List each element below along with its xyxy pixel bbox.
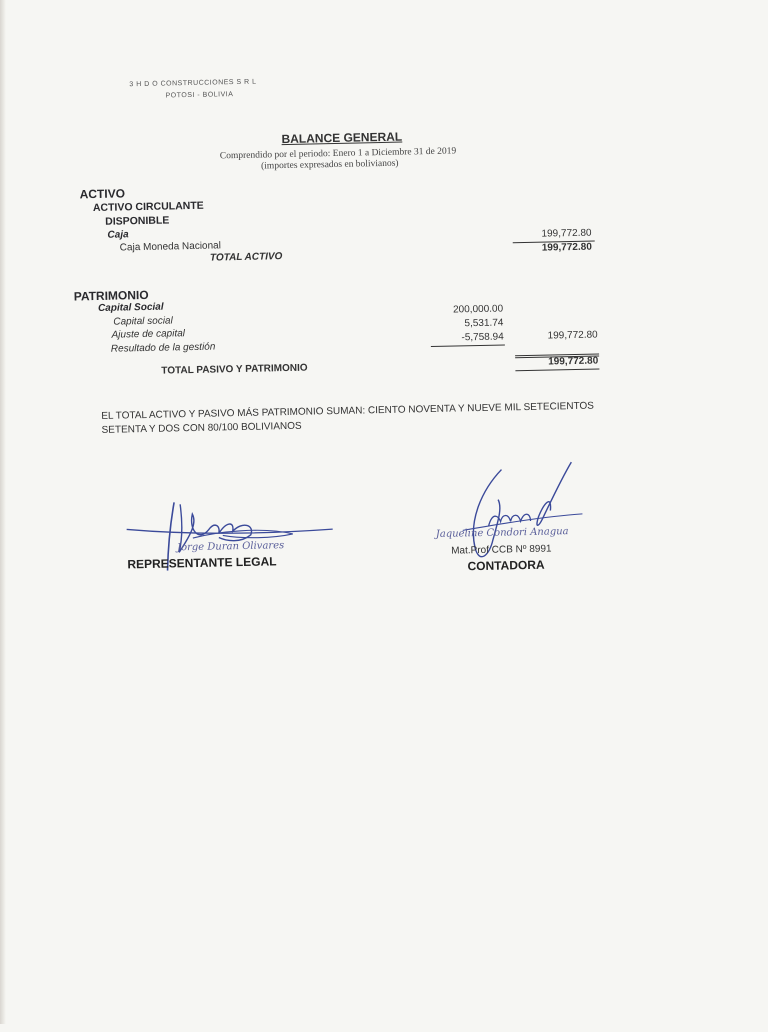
activo-heading: ACTIVO — [79, 186, 126, 202]
patrimonio-subtotal-value: 199,772.80 — [547, 329, 598, 342]
capital-social-group: Capital Social — [97, 301, 164, 314]
caja-moneda-nacional-label: Caja Moneda Nacional — [119, 240, 222, 254]
legal-representative-role: REPRESENTANTE LEGAL — [127, 554, 277, 572]
patrimonio-heading: PATRIMONIO — [73, 287, 149, 304]
caja-account: Caja — [107, 229, 129, 241]
total-pasivo-patrimonio-label: TOTAL PASIVO Y PATRIMONIO — [161, 362, 308, 377]
total-activo-value: 199,772.80 — [541, 241, 592, 254]
accountant-credential: Mat.Prof CCB Nº 8991 — [451, 543, 552, 557]
disponible-heading: DISPONIBLE — [105, 214, 170, 228]
resultado-gestion-value: -5,758.94 — [461, 331, 504, 344]
total-pasivo-bottom-rule — [515, 368, 599, 371]
document-title: BALANCE GENERAL — [281, 129, 403, 147]
ajuste-capital-label: Ajuste de capital — [111, 328, 186, 341]
summary-line-2: SETENTA Y DOS CON 80/100 BOLIVIANOS — [101, 420, 302, 436]
currency-note: (importes expresados en bolivianos) — [260, 158, 399, 172]
ajuste-capital-value: 5,531.74 — [464, 317, 504, 330]
activo-circulante-heading: ACTIVO CIRCULANTE — [92, 199, 204, 215]
summary-line-1: EL TOTAL ACTIVO Y PASIVO MÁS PATRIMONIO SUMAN: CIENTO NOVENTA Y NUEVE MIL SETECIENTOS — [101, 400, 595, 422]
total-activo-label: TOTAL ACTIVO — [209, 251, 283, 264]
total-pasivo-patrimonio-value: 199,772.80 — [548, 355, 599, 368]
capital-social-label: Capital social — [113, 315, 173, 328]
accountant-name: Jaqueline Condori Anagua — [435, 526, 569, 540]
resultado-gestion-label: Resultado de la gestión — [110, 341, 216, 355]
resultado-underline — [431, 344, 505, 347]
capital-social-value: 200,000.00 — [452, 303, 504, 316]
company-name: 3 H D O CONSTRUCCIONES S R L — [129, 78, 257, 89]
company-location: POTOSI - BOLIVIA — [165, 91, 234, 100]
accountant-role: CONTADORA — [467, 557, 545, 574]
legal-representative-name: Jorge Duran Olivares — [176, 540, 285, 554]
caja-moneda-nacional-value: 199,772.80 — [541, 227, 592, 240]
period-text: Comprendido por el periodo: Enero 1 a Diciembre 31 de 2019 — [219, 146, 457, 162]
